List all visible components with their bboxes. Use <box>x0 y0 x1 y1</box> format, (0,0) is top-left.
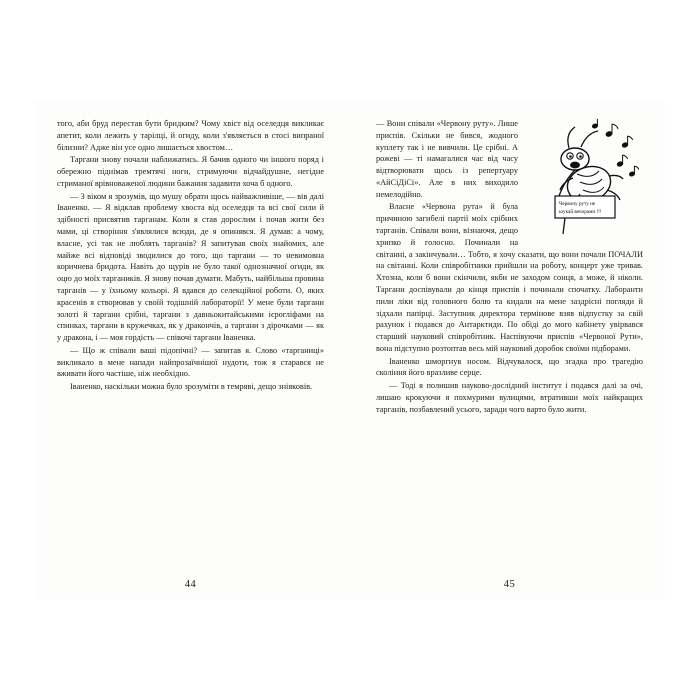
sign-line-1: Червону руту не <box>559 201 596 207</box>
left-page-text-column <box>57 118 324 567</box>
paragraph: — З віком я зрозумів, що мушу обрати щось найважливіше, — вів далі Іваненко. — Я відклав проблему хвоста від оселедця та всі свої сили й здібності присвятив тарганам. Коли я став дорослим і почав жити без мами, ці створіння з'являлися всюди, де я опинявся. Я думав: а чому, власне, усі так не люблять тарганів? Я запитував своїх знайомих, але майже всі відповіді зводилися до того, що таргани — то невимовна коричнева бридота. Навіть до щурів не було такої однозначної огиди, як оцю до моїх таргаників. Я знову почав думати. Мабуть, найбільша провина тарганів — у їхньому кольорі. Я вдався до селекційної роботи. О, яких красенів я створював у своїй тодішній лабораторії! У мене були таргани золоті й таргани срібні, таргани з давньокитайськими ієрогліфами на спинках, таргани в кружечках, як у дракончів, а таргани з дірочками — як у дракона, і — моя гордість — співочі таргани Іваненка. <box>57 191 324 343</box>
page-surface <box>35 100 665 600</box>
singing-cockroach-with-sign-icon <box>525 118 643 236</box>
paragraph: Власне «Червона рута» й була причиною загибелі партії моїх срібних тарганів. Співали вони, візнаючя, дещо хрипко й голосно. Починали на світанні, а закінчували… Тобто, я хочу сказати, що вони почали ПОЧАЛИ на світанні. Коли співробітники прийшли на роботу, концерт уже тривав. Хтозна, коли б вони скінчили, якби не заходом сонця, а може, й ніколи. Таргани доспівували до кінця приспів і починали спочатку. Лаборанти пили ліки від головного болю та кидали на мене заздрісні погляди й зідхали папірці. Заступник директора термінове взяв відпустку за свій рахунок і подався до Антарктиди. По обіді до мого кабінету увірвався старший науковий співробітник. Наспівуючи приспів «Червоної Рути», вона підступно розтоптав весь мій науковий доробок своїми підборами. <box>376 202 643 353</box>
page-number-right: 45 <box>503 579 516 590</box>
right-page <box>350 100 665 600</box>
right-page-text-column <box>376 118 643 567</box>
left-page <box>35 100 350 600</box>
paragraph: Іваненко, наскільки можна було зрозуміти в темряві, дещо зніяковів. <box>70 382 313 392</box>
paragraph: — Вони співали «Червону руту». Лише приспів. Скільки не бився, жодного куплету так і не вивчили. Це срібні. А рожеві — ті намагалися час від часу відтворювати щось із репертуару «АйСіДіСі». Але в них виходило немелодійно. <box>376 119 518 199</box>
paragraph: — Тоді я полишив науково-дослідний інститут і подався далі за очі, лишаю крокуючи я похмурими вулицями, втративши моїх найкращих тарганів, позбавлений усього, заради чого варто було жити. <box>376 381 643 414</box>
paragraph: Таргани знову почали наближатись. Я бачив одного чи іншого поряд і обережно піднімав тремтячі ноги, стримуючи відчайдушне, негідне стриманої врівноваженої людини бажання задавити хоча б одного. <box>57 155 324 188</box>
paragraph: того, аби бруд перестав бути бридким? Чому хвіст від оселедця викликає апетит, коли лежить у тарілці, й огиду, коли з'являється в стосі випраної білизни? Адже він усе одно лишається хвостом… <box>57 119 324 152</box>
sign-line-2: шукай вечорами !!! <box>559 209 602 215</box>
paragraph: Іваненко шморгнув носом. Відчувалося, що згадка про трагедію скоління його вразливе серце. <box>376 356 643 378</box>
paragraph: — Що ж співали ваші підопічні? — запитав я. Слово «тарганиці» викликало в мене напади найпрозаїчнішої нудоти, тож я старався не вживати його частіше, ніж необхідно. <box>57 345 324 379</box>
page-number-left: 44 <box>184 579 197 590</box>
